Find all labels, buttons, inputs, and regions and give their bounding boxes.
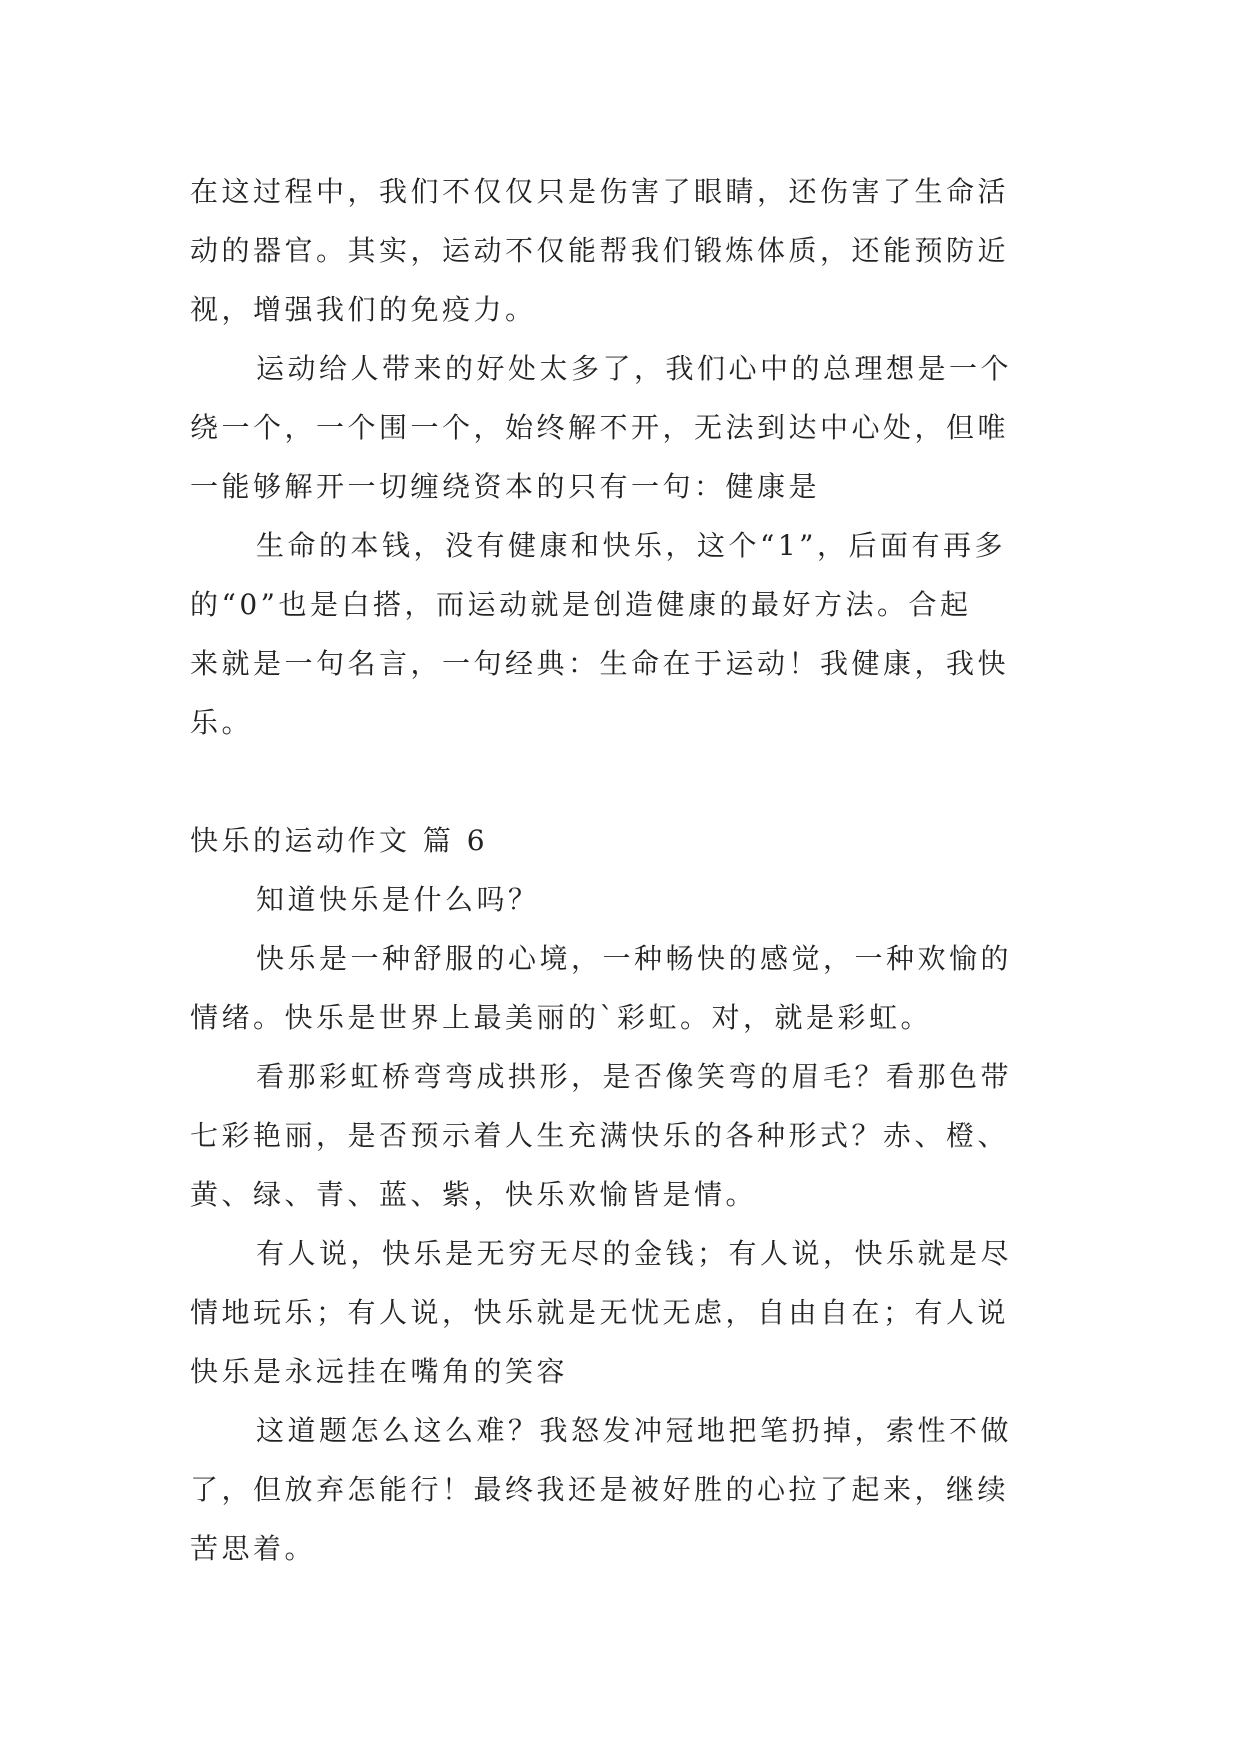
section-heading: 快乐的运动作文 篇 6: [190, 824, 489, 857]
text-line: 视，增强我们的免疫力。: [190, 293, 537, 326]
paragraph-sport-benefits: [190, 339, 1050, 516]
text-line: 七彩艳丽，是否预示着人生充满快乐的各种形式？赤、橙、: [190, 1119, 1010, 1152]
document-body: [190, 162, 1050, 1578]
text-line: 的“0”也是白搭，而运动就是创造健康的最好方法。合起: [190, 588, 972, 621]
text-line: 情绪。快乐是世界上最美丽的`彩虹。对，就是彩虹。: [190, 1001, 933, 1034]
text-line: 生命的本钱，没有健康和快乐，这个“1”，后面有再多: [256, 529, 1006, 562]
text-line: 运动给人带来的好处太多了，我们心中的总理想是一个: [256, 352, 1013, 385]
text-line: 动的器官。其实，运动不仅能帮我们锻炼体质，还能预防近: [190, 234, 1010, 267]
text-line: 黄、绿、青、蓝、紫，快乐欢愉皆是情。: [190, 1178, 758, 1211]
text-line: 快乐是一种舒服的心境，一种畅快的感觉，一种欢愉的: [256, 942, 1013, 975]
text-line: 绕一个，一个围一个，始终解不开，无法到达中心处，但唯: [190, 411, 1010, 444]
text-line: 快乐是永远挂在嘴角的笑容: [190, 1355, 569, 1388]
text-line: 一能够解开一切缠绕资本的只有一句：健康是: [190, 470, 821, 503]
text-line: 苦思着。: [190, 1532, 317, 1565]
text-line: 这道题怎么这么难？我怒发冲冠地把笔扔掉，索性不做: [256, 1414, 1013, 1447]
text-line: 在这过程中，我们不仅仅只是伤害了眼睛，还伤害了生命活: [190, 175, 1010, 208]
paragraph-rainbow: [190, 1047, 1050, 1224]
text-line: 乐。: [190, 706, 254, 739]
text-line: 了，但放弃怎能行！最终我还是被好胜的心拉了起来，继续: [190, 1473, 1010, 1506]
paragraph-opinions: [190, 1224, 1050, 1401]
text-line: 知道快乐是什么吗？: [256, 883, 540, 916]
text-line: 来就是一句名言，一句经典：生命在于运动！我健康，我快: [190, 647, 1010, 680]
paragraph-question: [190, 870, 1050, 929]
paragraph-happiness-definition: [190, 929, 1050, 1047]
text-line: 情地玩乐；有人说，快乐就是无忧无虑，自由自在；有人说: [190, 1296, 1010, 1329]
text-line: 看那彩虹桥弯弯成拱形，是否像笑弯的眉毛？看那色带: [256, 1060, 1013, 1093]
section-gap: [190, 752, 1050, 811]
text-line: 有人说，快乐是无穷无尽的金钱；有人说，快乐就是尽: [256, 1237, 1013, 1270]
paragraph-hard-problem: [190, 1401, 1050, 1578]
paragraph-health-capital: [190, 516, 1050, 752]
paragraph-eye-harm: [190, 162, 1050, 339]
